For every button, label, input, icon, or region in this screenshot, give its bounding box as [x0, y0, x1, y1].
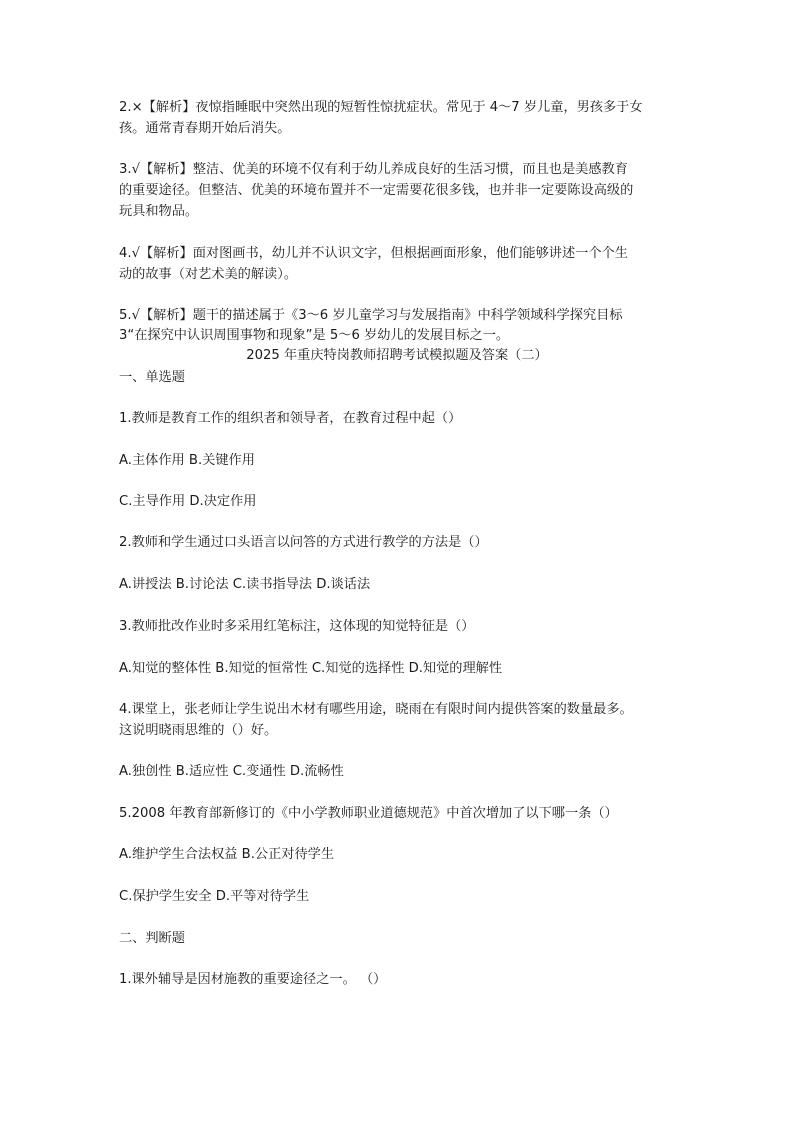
question-5-stem: 5.2008 年教育部新修订的《中小学教师职业道德规范》中首次增加了以下哪一条（）	[119, 806, 618, 821]
judgment-question-1-stem: 1.课外辅导是因材施教的重要途径之一。 （）	[119, 972, 387, 987]
answer-4-line-1: 4.√【解析】面对图画书，幼儿并不认识文字，但根据画面形象，他们能够讲述一个个生	[119, 246, 628, 261]
question-5-options-ab: A.维护学生合法权益 B.公正对待学生	[119, 847, 335, 862]
question-5-options-cd: C.保护学生安全 D.平等对待学生	[119, 889, 310, 904]
question-2-stem: 2.教师和学生通过口头语言以问答的方式进行教学的方法是（）	[119, 535, 488, 550]
answer-5-line-1: 5.√【解析】题干的描述属于《3～6 岁儿童学习与发展指南》中科学领域科学探究目标	[119, 308, 623, 323]
question-3-stem: 3.教师批改作业时多采用红笔标注，这体现的知觉特征是（）	[119, 619, 475, 634]
question-4-options: A.独创性 B.适应性 C.变通性 D.流畅性	[119, 764, 344, 779]
section-2-heading: 二、判断题	[119, 931, 185, 946]
answer-2-line-1: 2.×【解析】夜惊指睡眠中突然出现的短暂性惊扰症状。常见于 4～7 岁儿童，男孩多于女	[119, 100, 643, 115]
question-4-stem-line-1: 4.课堂上，张老师让学生说出木材有哪些用途，晓雨在有限时间内提供答案的数量最多。	[119, 702, 633, 717]
question-4-stem-line-2: 这说明晓雨思维的（）好。	[119, 723, 278, 738]
question-2-options: A.讲授法 B.讨论法 C.读书指导法 D.谈话法	[119, 577, 371, 592]
answer-2-line-2: 孩。通常青春期开始后消失。	[119, 121, 291, 136]
question-1-options-ab: A.主体作用 B.关键作用	[119, 453, 255, 468]
answer-3-line-1: 3.√【解析】整洁、优美的环境不仅有利于幼儿养成良好的生活习惯，而且也是美感教育	[119, 162, 628, 177]
question-1-stem: 1.教师是教育工作的组织者和领导者，在教育过程中起（）	[119, 411, 462, 426]
question-1-options-cd: C.主导作用 D.决定作用	[119, 494, 257, 509]
section-1-heading: 一、单选题	[119, 370, 185, 385]
answer-3-line-3: 玩具和物品。	[119, 204, 199, 219]
answer-4-line-2: 动的故事（对艺术美的解读）。	[119, 267, 298, 282]
page-title: 2025 年重庆特岗教师招聘考试模拟题及答案（二）	[246, 348, 548, 363]
question-3-options: A.知觉的整体性 B.知觉的恒常性 C.知觉的选择性 D.知觉的理解性	[119, 661, 503, 676]
answer-3-line-2: 的重要途径。但整洁、优美的环境布置并不一定需要花很多钱，也并非一定要陈设高级的	[119, 183, 634, 198]
answer-5-line-2: 3“在探究中认识周围事物和现象”是 5～6 岁幼儿的发展目标之一。	[119, 328, 510, 343]
